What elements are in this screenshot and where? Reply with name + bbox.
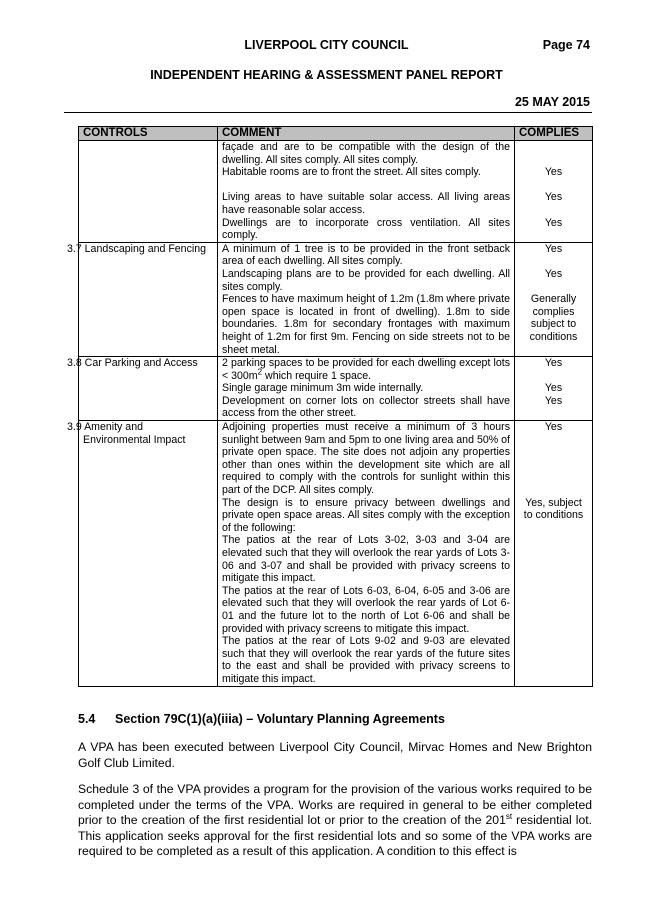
comment-cell	[218, 357, 515, 421]
table-row	[79, 421, 593, 686]
table-row	[79, 242, 593, 356]
complies-value: Yes	[544, 267, 563, 280]
table-header-row	[79, 127, 593, 141]
comment-text: The patios at the rear of Lots 3-02, 3-03 and 3-04 are elevated such that they will overlook the rear yards of Lots 3-06 and 3-07 and shall be provided with privacy screens to mitigate this impact.	[222, 534, 510, 585]
complies-value: Yes	[544, 382, 563, 395]
control-cell	[79, 141, 218, 243]
comment-text: Living areas to have suitable solar access. All living areas have reasonable solar access.	[222, 191, 510, 216]
complies-value: Yes	[544, 191, 563, 204]
comment-text: Dwellings are to incorporate cross ventilation. All sites comply.	[222, 216, 510, 242]
section-title: Section 79C(1)(a)(iiia) – Voluntary Planning Agreements	[115, 712, 445, 726]
report-title: INDEPENDENT HEARING & ASSESSMENT PANEL REPORT	[150, 68, 503, 82]
table-row	[79, 357, 593, 421]
comment-cell	[218, 421, 515, 686]
complies-value: Yes	[544, 394, 563, 407]
comment-text: Fences to have maximum height of 1.2m (1.8m where private open space is located in front of dwelling). 1.8m to side boundaries. 1.8m for secondary frontages with maximum height of 1.2m for first 9m. Fencing on side streets not to be sheet metal.	[222, 293, 510, 356]
complies-value: Yes	[544, 166, 563, 179]
report-date: 25 MAY 2015	[514, 95, 590, 109]
comment-text: The patios at the rear of Lots 6-03, 6-04, 6-05 and 3-06 are elevated such that they will overlook the rear yards of Lot 6-01 and the future lot to the north of Lot 6-06 and shall be provided with privacy screens to mitigate this impact.	[222, 584, 510, 635]
comment-text: 2 parking spaces to be provided for each dwelling except lots < $300m^2$ which require 1 space.	[222, 357, 510, 382]
comment-cell	[218, 141, 515, 243]
comment-text: Landscaping plans are to be provided for each dwelling. All sites comply.	[222, 267, 510, 293]
complies-value: complies	[532, 305, 575, 318]
col-header-complies: COMPLIES	[515, 127, 593, 141]
complies-value: Generally	[530, 293, 577, 306]
page-number: Page 74	[542, 38, 590, 52]
complies-cell	[515, 421, 593, 686]
table-row	[79, 141, 593, 243]
complies-value: Yes	[544, 216, 563, 229]
comment-text: Single garage minimum 3m wide internally.	[222, 382, 424, 395]
comment-text: A minimum of 1 tree is to be provided in the front setback area of each dwelling. All sites comply.	[222, 242, 510, 268]
comment-text: The design is to ensure privacy between dwellings and private open space areas. All sites comply with the exception of the following:	[222, 496, 510, 534]
comment-text: Adjoining properties must receive a minimum of 3 hours sunlight between 9am and 5pm to one living area and 50% of private open space. The site does not adjoin any properties other than ones within the development site which are all required to comply with the controls for sunlight within this part of the DCP. All sites comply.	[222, 421, 510, 497]
paragraph: A VPA has been executed between Liverpool City Council, Mirvac Homes and New Brighton Golf Club Limited.	[78, 740, 592, 770]
header-rule	[64, 112, 592, 113]
control-label: 3.7 Landscaping and Fencing	[79, 242, 218, 356]
complies-value: conditions	[529, 330, 578, 343]
comment-text: Habitable rooms are to front the street. All sites comply.	[222, 166, 481, 179]
control-label: 3.9 Amenity and Environmental Impact	[79, 421, 218, 686]
header-org: LIVERPOOL CITY COUNCIL	[244, 38, 409, 52]
complies-value: to conditions	[523, 509, 584, 522]
complies-value: subject to	[530, 318, 577, 331]
complies-value: Yes	[544, 421, 563, 434]
col-header-controls: CONTROLS	[79, 127, 218, 141]
complies-value: Yes, subject	[525, 496, 582, 509]
complies-cell	[515, 141, 593, 243]
comment-cell	[218, 242, 515, 356]
complies-cell	[515, 242, 593, 356]
complies-value: Yes	[544, 242, 563, 255]
complies-value: Yes	[544, 357, 563, 370]
comment-text: The patios at the rear of Lots 9-02 and 9-03 are elevated such that they will overlook the rear yards of the future sites to the east and shall be provided with privacy screens to mitigate this impact.	[222, 635, 510, 685]
col-header-comment: COMMENT	[218, 127, 515, 141]
section-heading	[78, 712, 445, 726]
controls-table	[67, 126, 593, 687]
comment-text: façade and are to be compatible with the design of the dwelling. All sites comply. All sites comply.	[222, 141, 510, 166]
paragraph: Schedule 3 of the VPA provides a program for the provision of the various works required to be completed under the terms of the VPA. Works are required in general to be either completed prior to the creation of the first residential lot or prior to the creation of the 201st residential lot. This application seeks approval for the first residential lots and so some of the VPA works are required to be completed as a result of this application. A condition to this effect is	[78, 782, 592, 858]
comment-text: Development on corner lots on collector streets shall have access from the other street.	[222, 394, 510, 420]
control-label: 3.8 Car Parking and Access	[79, 357, 218, 421]
complies-cell	[515, 357, 593, 421]
section-number: 5.4	[78, 712, 96, 726]
